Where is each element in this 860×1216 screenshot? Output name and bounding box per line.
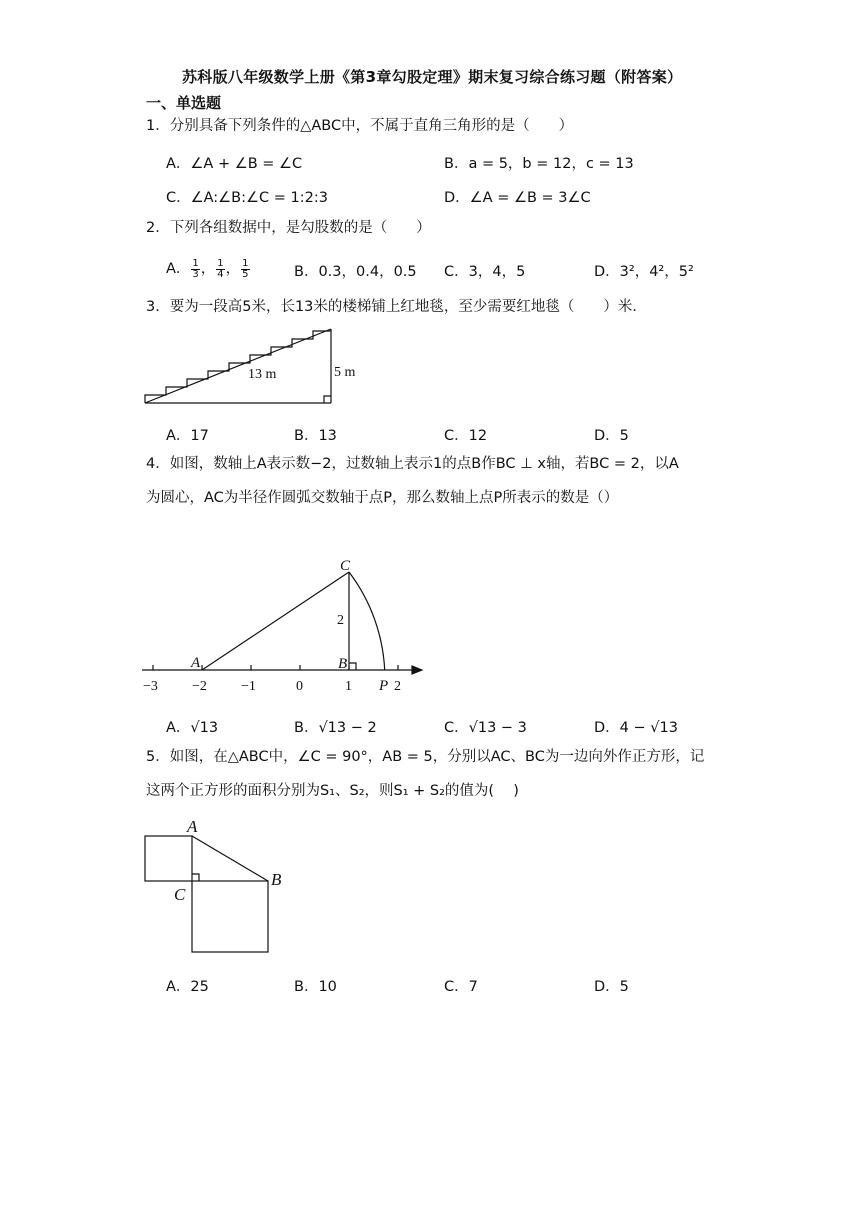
question-2-option-b: B．0.3，0.4，0.5 xyxy=(294,264,417,280)
fraction-one-fifth xyxy=(241,259,249,280)
fraction-numerator: 1 xyxy=(192,257,199,269)
question-3-option-a: A．17 xyxy=(166,428,209,444)
tick-label: 0 xyxy=(296,679,303,694)
fraction-numerator: 1 xyxy=(217,257,224,269)
section-heading: 一、单选题 xyxy=(146,94,222,112)
axis-arrow-icon xyxy=(412,666,422,674)
question-4-option-d: D．4 − √13 xyxy=(594,720,678,736)
point-label-c: C xyxy=(174,885,186,904)
question-3-option-b: B．13 xyxy=(294,428,337,444)
tick-label: 2 xyxy=(394,679,401,694)
question-1-option-a: A．∠A + ∠B = ∠C xyxy=(166,156,303,172)
tick-label: −3 xyxy=(143,679,158,694)
right-angle-mark xyxy=(192,874,199,881)
question-5-stem-line-1: 5．如图，在△ABC中，∠C = 90°，AB = 5，分别以AC、BC为一边向外作正方形，记 xyxy=(146,749,705,765)
square-on-bc xyxy=(192,881,268,952)
segment-length-label: 2 xyxy=(337,613,344,628)
right-angle-mark xyxy=(349,663,356,670)
fraction-denominator: 5 xyxy=(242,268,249,280)
question-2-option-d: D．3²，4²，5² xyxy=(594,264,694,280)
staircase-figure xyxy=(140,326,380,410)
question-2-stem: 2．下列各组数据中，是勾股数的是（ ） xyxy=(146,220,431,236)
point-label-p: P xyxy=(379,678,389,694)
height-label: 5 m xyxy=(334,365,356,380)
point-label-a: A xyxy=(187,817,198,836)
tick-label: −2 xyxy=(192,679,207,694)
question-5-stem-line-2: 这两个正方形的面积分别为S₁、S₂，则S₁ + S₂的值为( ) xyxy=(146,783,519,799)
question-4-option-c: C．√13 − 3 xyxy=(444,720,527,736)
question-1-stem: 1．分别具备下列条件的△ABC中，不属于直角三角形的是（ ） xyxy=(146,118,574,134)
question-1-option-c: C．∠A:∠B:∠C = 1:2:3 xyxy=(166,190,328,206)
question-2-option-c: C．3，4，5 xyxy=(444,264,526,280)
fraction-numerator: 1 xyxy=(242,257,249,269)
segment-ab xyxy=(192,836,268,881)
point-label-b: B xyxy=(271,870,282,889)
right-angle-mark xyxy=(324,396,331,403)
question-4-option-a: A．√13 xyxy=(166,720,219,736)
question-5-option-b: B．10 xyxy=(294,979,337,995)
question-5-option-d: D．5 xyxy=(594,979,629,995)
fraction-denominator: 3 xyxy=(192,268,199,280)
page-title: 苏科版八年级数学上册《第3章勾股定理》期末复习综合练习题（附答案） xyxy=(182,68,683,86)
question-3-option-d: D．5 xyxy=(594,428,629,444)
option-a-label: A． xyxy=(166,261,191,277)
hypotenuse-label: 13 m xyxy=(248,367,277,382)
question-3-stem: 3．要为一段高5米，长13米的楼梯铺上红地毯，至少需要红地毯（ ）米． xyxy=(146,299,647,315)
question-1-option-b: B．a = 5，b = 12，c = 13 xyxy=(444,156,634,172)
fraction-one-fourth xyxy=(216,259,224,280)
question-5-option-a: A．25 xyxy=(166,979,209,995)
question-2-option-a: A． $\frac{1}{3}$ ， $\frac{1}{4}$ ， $\frac{1}{5}$ xyxy=(166,257,249,280)
question-3-option-c: C．12 xyxy=(444,428,488,444)
arc-cp xyxy=(349,572,385,670)
stair-hypotenuse-line xyxy=(145,329,331,403)
question-4-stem-line-2: 为圆心，AC为半径作圆弧交数轴于点P，那么数轴上点P所表示的数是（） xyxy=(146,490,619,506)
question-1-option-d: D．∠A = ∠B = 3∠C xyxy=(444,190,591,206)
question-4-stem-line-1: 4．如图，数轴上A表示数−2，过数轴上表示1的点B作BC ⊥ x轴，若BC = 2，以A xyxy=(146,456,679,472)
point-label-b: B xyxy=(338,656,348,672)
tick-label: −1 xyxy=(241,679,256,694)
number-line-figure xyxy=(140,554,440,696)
point-label-c: C xyxy=(340,558,351,574)
tick-label: 1 xyxy=(345,679,352,694)
point-label-a: A xyxy=(191,655,201,671)
squares-figure xyxy=(140,816,300,958)
question-4-option-b: B．√13 − 2 xyxy=(294,720,377,736)
fraction-one-third xyxy=(191,259,199,280)
square-on-ac xyxy=(145,836,192,881)
question-5-option-c: C．7 xyxy=(444,979,478,995)
fraction-denominator: 4 xyxy=(217,268,224,280)
segment-ac xyxy=(202,572,349,670)
